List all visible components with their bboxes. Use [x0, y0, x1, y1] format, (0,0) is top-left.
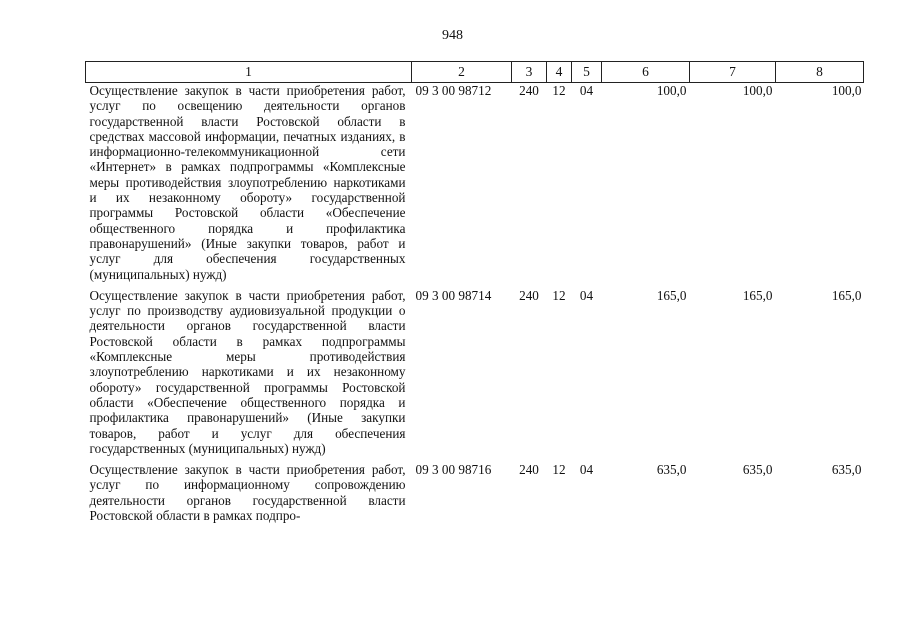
row-c3: 240: [519, 287, 539, 303]
row-c3: 240: [519, 83, 539, 98]
row-c8: 100,0: [831, 83, 862, 98]
table-header-row: [86, 62, 864, 83]
row-c8: 165,0: [831, 287, 862, 303]
column-header: 8: [776, 62, 864, 83]
row-code: 09 3 00 98716: [415, 462, 492, 478]
row-c5: 04: [579, 83, 594, 98]
row-c5: 04: [579, 287, 594, 303]
table-row: [86, 288, 864, 462]
row-code: 09 3 00 98714: [415, 287, 492, 303]
row-c4: 12: [552, 462, 566, 478]
column-header: 1: [86, 62, 412, 83]
table-row: [86, 83, 864, 288]
row-c7: 635,0: [742, 462, 773, 478]
budget-table: [85, 61, 864, 529]
row-c8: 635,0: [831, 462, 862, 478]
row-c7: 100,0: [742, 83, 773, 98]
row-description: Осуществление закупок в части приобретения работ, услуг по информационному сопровождению деятельности органов государственной власти Ростовской области в рамках подпро-: [89, 462, 406, 524]
row-description: Осуществление закупок в части приобретения работ, услуг по освещению деятельности органов государственной власти Ростовской области в средствах массовой информации, печатных изданиях, в информационно-телекоммуникационной сети «Интернет» в рамках подпрограммы «Комплексные меры противодействия злоупотреблению наркотиками и их незаконному обороту» государственной программы Ростовской области «Обеспечение общественного порядка и профилактика правонарушений» (Иные закупки товаров, работ и услуг для обеспечения государственных (муниципальных) нужд): [89, 83, 406, 282]
row-c6: 100,0: [656, 83, 687, 98]
row-code: 09 3 00 98712: [415, 83, 492, 98]
row-c4: 12: [552, 287, 566, 303]
column-header: 4: [547, 62, 572, 83]
column-header: 5: [572, 62, 602, 83]
row-c6: 165,0: [656, 287, 687, 303]
table-row: [86, 462, 864, 529]
column-header: 2: [412, 62, 512, 83]
row-c7: 165,0: [742, 287, 773, 303]
column-header: 6: [602, 62, 690, 83]
column-header: 7: [690, 62, 776, 83]
row-c6: 635,0: [656, 462, 687, 478]
page-number: 948: [442, 28, 463, 43]
row-description: Осуществление закупок в части приобретения работ, услуг по производству аудиовизуальной продукции о деятельности органов государственной власти Ростовской области в рамках подпрограммы «Комплексные меры противодействия злоупотреблению наркотиками и их незаконному обороту» государственной программы Ростовской области «Обеспечение общественного порядка и профилактика правонарушений» (Иные закупки товаров, работ и услуг для обеспечения государственных (муниципальных) нужд): [89, 287, 406, 456]
column-header: 3: [512, 62, 547, 83]
row-c4: 12: [552, 83, 566, 98]
row-c3: 240: [519, 462, 539, 478]
row-c5: 04: [579, 462, 594, 478]
